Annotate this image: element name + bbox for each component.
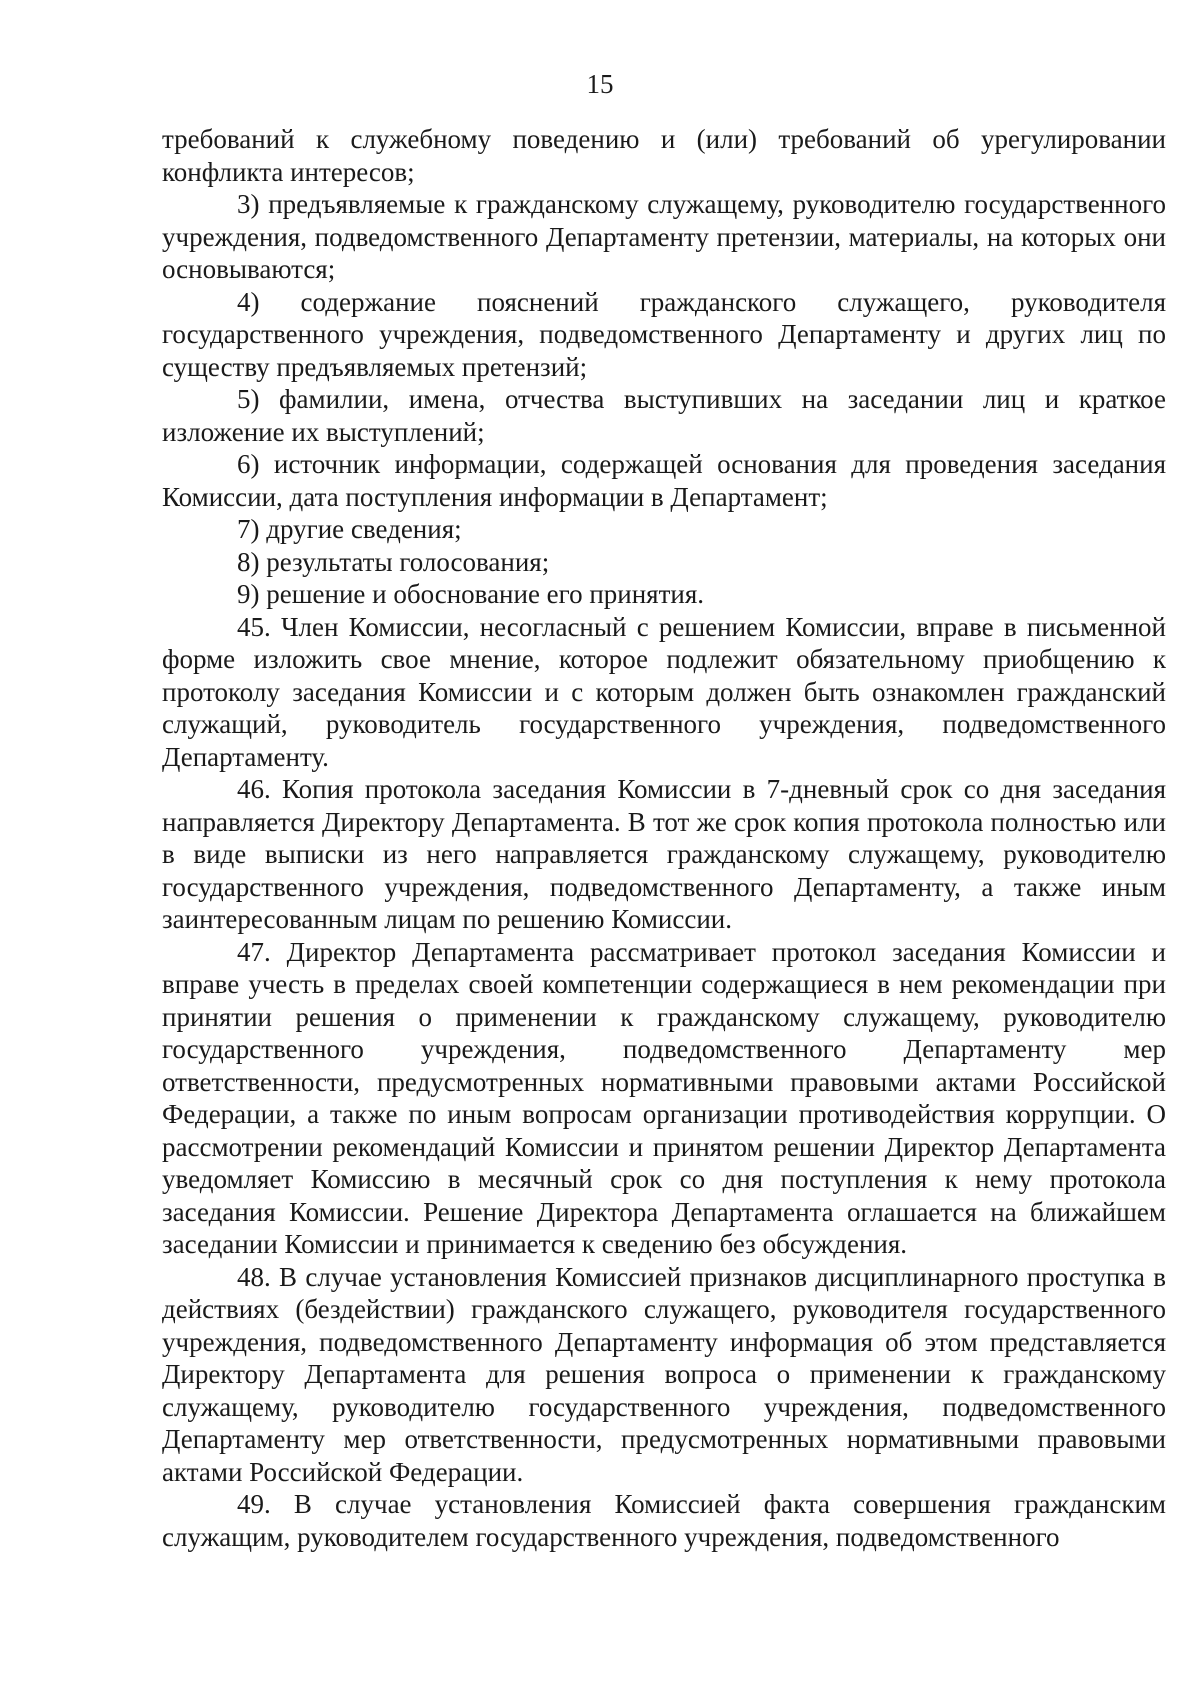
- list-item-9: 9) решение и обоснование его принятия.: [237, 579, 705, 609]
- list-item-5: 5) фамилии, имена, отчества выступивших на заседании лиц и краткое изложение их выступлений;: [162, 384, 1166, 447]
- list-item-7: 7) другие сведения;: [237, 514, 462, 544]
- paragraph-continuation: требований к служебному поведению и (или) требований об урегулировании конфликта интересов;: [162, 124, 1166, 187]
- clause-45: 45. Член Комиссии, несогласный с решением Комиссии, вправе в письменной форме изложить свое мнение, которое подлежит обязательному приобщению к протоколу заседания Комиссии и с которым должен быть ознакомлен гражданский служащий, руководитель государственного учреждения, подведомственного Департаменту.: [162, 611, 1166, 772]
- list-item-3: 3) предъявляемые к гражданскому служащему, руководителю государственного учреждения, подведомственного Департаменту претензии, материалы, на которых они основываются;: [162, 189, 1166, 284]
- list-item-6: 6) источник информации, содержащей основания для проведения заседания Комиссии, дата поступления информации в Департамент;: [162, 449, 1166, 512]
- list-item-8: 8) результаты голосования;: [237, 546, 550, 577]
- clause-49: 49. В случае установления Комиссией факта совершения гражданским служащим, руководителем государственного учреждения, подведомственного: [162, 1489, 1166, 1552]
- clause-46: 46. Копия протокола заседания Комиссии в 7-дневный срок со дня заседания направляется Директору Департамента. В тот же срок копия протокола полностью или в виде выписки из него направляется гражданскому служащему, руководителю государственного учреждения, подведомственного Департаменту, а также иным заинтересованным лицам по решению Комиссии.: [162, 774, 1166, 934]
- list-item-4: 4) содержание пояснений гражданского служащего, руководителя государственного учреждения, подведомственного Департаменту и других лиц по существу предъявляемых претензий;: [162, 286, 1166, 382]
- clause-48: 48. В случае установления Комиссией признаков дисциплинарного проступка в действиях (бездействии) гражданского служащего, руководителя государственного учреждения, подведомственного Департаменту информация об этом представляется Директору Департамента для решения вопроса о применении к гражданскому служащему, руководителю государственного учреждения, подведомственного Департаменту мер ответственности, предусмотренных нормативными правовыми актами Российской Федерации.: [162, 1261, 1166, 1487]
- clause-47: 47. Директор Департамента рассматривает протокол заседания Комиссии и вправе учесть в пределах своей компетенции содержащиеся в нем рекомендации при принятии решения о применении к гражданскому служащему, руководителю государственного учреждения, подведомственного Департаменту мер ответственности, предусмотренных нормативными правовыми актами Российской Федерации, а также по иным вопросам организации противодействия коррупции. О рассмотрении рекомендаций Комиссии и принятом решении Директор Департамента уведомляет Комиссию в месячный срок со дня поступления к нему протокола заседания Комиссии. Решение Директора Департамента оглашается на ближайшем заседании Комиссии и принимается к сведению без обсуждения.: [162, 936, 1166, 1259]
- page-number: 15: [586, 69, 614, 99]
- document-body: [162, 123, 1166, 1553]
